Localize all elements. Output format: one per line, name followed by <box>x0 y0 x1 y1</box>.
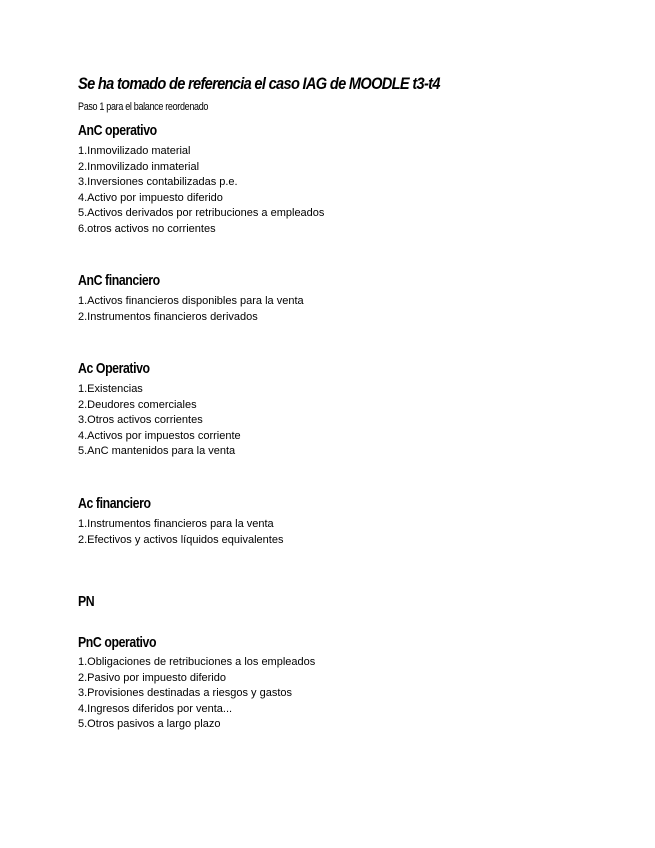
list-item: 1.Existencias <box>78 383 143 395</box>
document-subtitle: Paso 1 para el balance reordenado <box>78 101 209 113</box>
list-item: 4.Activos por impuestos corriente <box>78 429 241 442</box>
section-list-ac-operativo <box>78 382 241 460</box>
section-heading-ac-financiero: Ac financiero <box>78 495 151 512</box>
section-heading-anc-operativo: AnC operativo <box>78 122 157 139</box>
section-heading-pnc-operativo: PnC operativo <box>78 634 157 651</box>
section-list-pnc-operativo <box>78 655 315 733</box>
section-list-anc-operativo <box>78 144 324 238</box>
list-item: 5.AnC mantenidos para la venta <box>78 445 236 458</box>
list-item: 3.Provisiones destinadas a riesgos y gastos <box>78 687 293 700</box>
list-item: 2.Instrumentos financieros derivados <box>78 310 258 323</box>
list-item: 1.Instrumentos financieros para la venta <box>78 518 274 530</box>
list-item: 4.Ingresos diferidos por venta... <box>78 702 233 715</box>
list-item: 2.Pasivo por impuesto diferido <box>78 671 226 684</box>
list-item: 5.Otros pasivos a largo plazo <box>78 718 221 731</box>
list-item: 6.otros activos no corrientes <box>78 222 216 235</box>
section-list-anc-financiero <box>78 294 304 325</box>
list-item: 4.Activo por impuesto diferido <box>78 191 223 204</box>
list-item: 2.Deudores comerciales <box>78 398 197 411</box>
section-heading-pn: PN <box>78 593 95 610</box>
list-item: 1.Obligaciones de retribuciones a los empleados <box>78 656 316 668</box>
list-item: 3.Inversiones contabilizadas p.e. <box>78 176 238 189</box>
section-heading-anc-financiero: AnC financiero <box>78 272 160 289</box>
list-item: 2.Inmovilizado inmaterial <box>78 160 200 173</box>
section-list-ac-financiero <box>78 517 283 548</box>
list-item: 2.Efectivos y activos líquidos equivalentes <box>78 533 284 546</box>
list-item: 1.Activos financieros disponibles para la venta <box>78 295 304 307</box>
section-heading-ac-operativo: Ac Operativo <box>78 360 150 377</box>
list-item: 5.Activos derivados por retribuciones a empleados <box>78 207 325 220</box>
document-title: Se ha tomado de referencia el caso IAG de MOODLE t3-t4 <box>78 74 440 93</box>
list-item: 3.Otros activos corrientes <box>78 414 203 427</box>
list-item: 1.Inmovilizado material <box>78 145 191 157</box>
